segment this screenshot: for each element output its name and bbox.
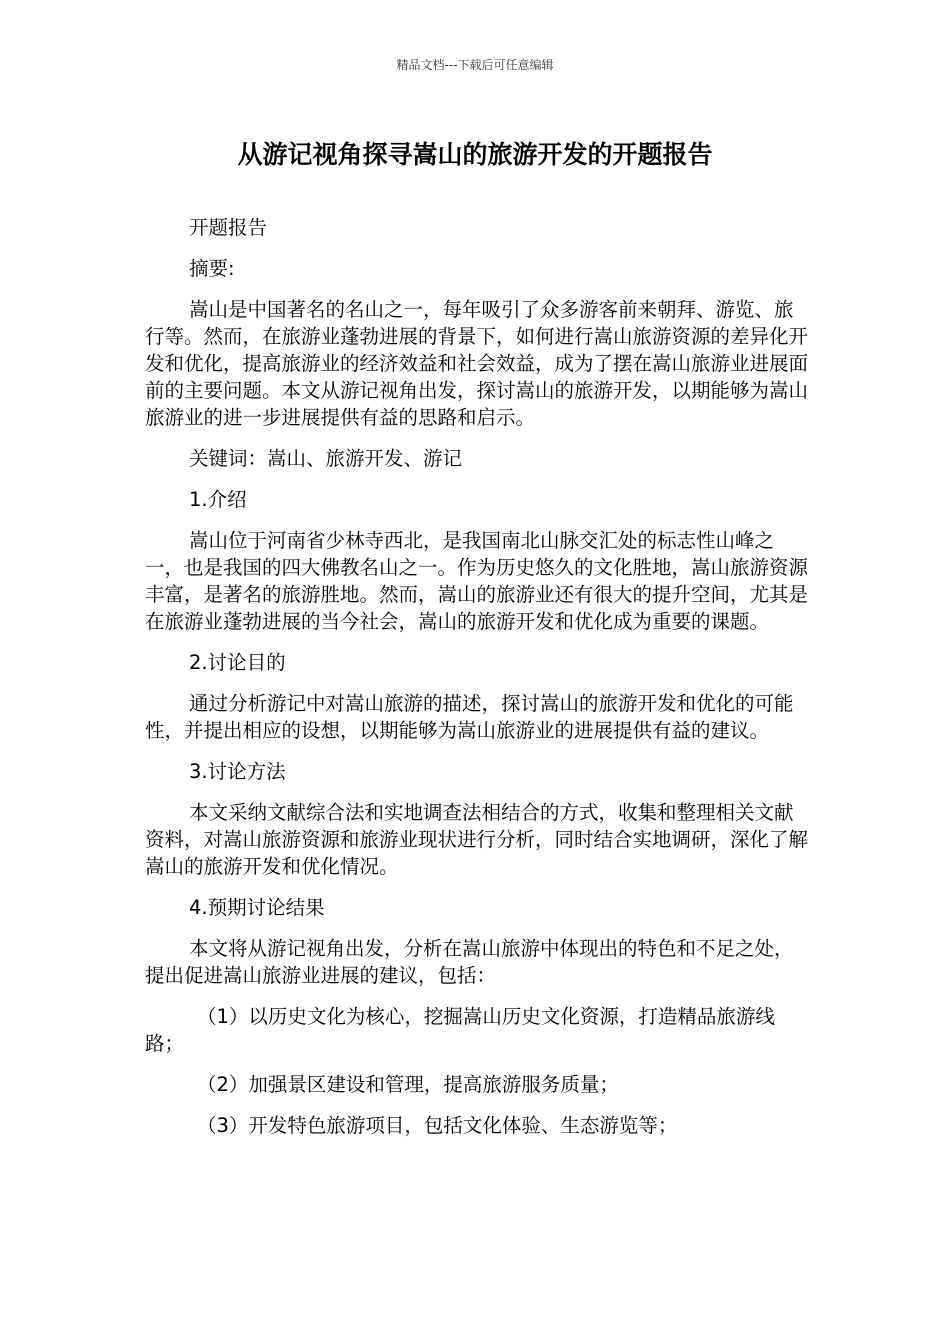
report-label: 开题报告 (189, 216, 268, 239)
intro-paragraph: 嵩山位于河南省少林寺西北，是我国南北山脉交汇处的标志性山峰之一，也是我国的四大佛教名山之一。作为历史悠久的文化胜地，嵩山旅游资源丰富，是著名的旅游胜地。然而，嵩山的旅游业还有很大的提升空间，尤其是在旅游业蓬勃进展的当今社会，嵩山的旅游开发和优化成为重要的课题。 (145, 529, 809, 633)
document-title: 从游记视角探寻嵩山的旅游开发的开题报告 (237, 140, 713, 169)
document-body (145, 214, 810, 1153)
results-list-item: （3）开发特色旅游项目，包括文化体验、生态游览等； (197, 1114, 678, 1137)
results-paragraph: 本文将从游记视角出发，分析在嵩山旅游中体现出的特色和不足之处，提出促进嵩山旅游业进展的建议，包括： (145, 937, 794, 987)
results-list-item: （1）以历史文化为核心，挖掘嵩山历史文化资源，打造精品旅游线路； (145, 1005, 775, 1055)
purpose-paragraph: 通过分析游记中对嵩山旅游的描述，探讨嵩山的旅游开发和优化的可能性，并提出相应的设想，以期能够为嵩山旅游业的进展提供有益的建议。 (145, 692, 794, 742)
abstract-paragraph: 嵩山是中国著名的名山之一，每年吸引了众多游客前来朝拜、游览、旅行等。然而，在旅游业蓬勃进展的背景下，如何进行嵩山旅游资源的差异化开发和优化，提高旅游业的经济效益和社会效益，成为了摆在嵩山旅游业进展面前的主要问题。本文从游记视角出发，探讨嵩山的旅游开发，以期能够为嵩山旅游业的进一步进展提供有益的思路和启示。 (145, 298, 809, 429)
results-list-item: （2）加强景区建设和管理，提高旅游服务质量； (197, 1073, 619, 1096)
section-heading-purpose: 2.讨论目的 (189, 651, 286, 674)
page-header: 精品文档---下载后可任意编辑 (396, 58, 554, 72)
section-heading-method: 3.讨论方法 (189, 760, 286, 783)
section-heading-intro: 1.介绍 (189, 488, 247, 511)
abstract-label: 摘要: (189, 257, 235, 280)
method-paragraph: 本文采纳文献综合法和实地调查法相结合的方式，收集和整理相关文献资料，对嵩山旅游资源和旅游业现状进行分析，同时结合实地调研，深化了解嵩山的旅游开发和优化情况。 (145, 801, 809, 878)
section-heading-results: 4.预期讨论结果 (189, 896, 325, 919)
keywords-line: 关键词：嵩山、旅游开发、游记 (189, 447, 463, 470)
